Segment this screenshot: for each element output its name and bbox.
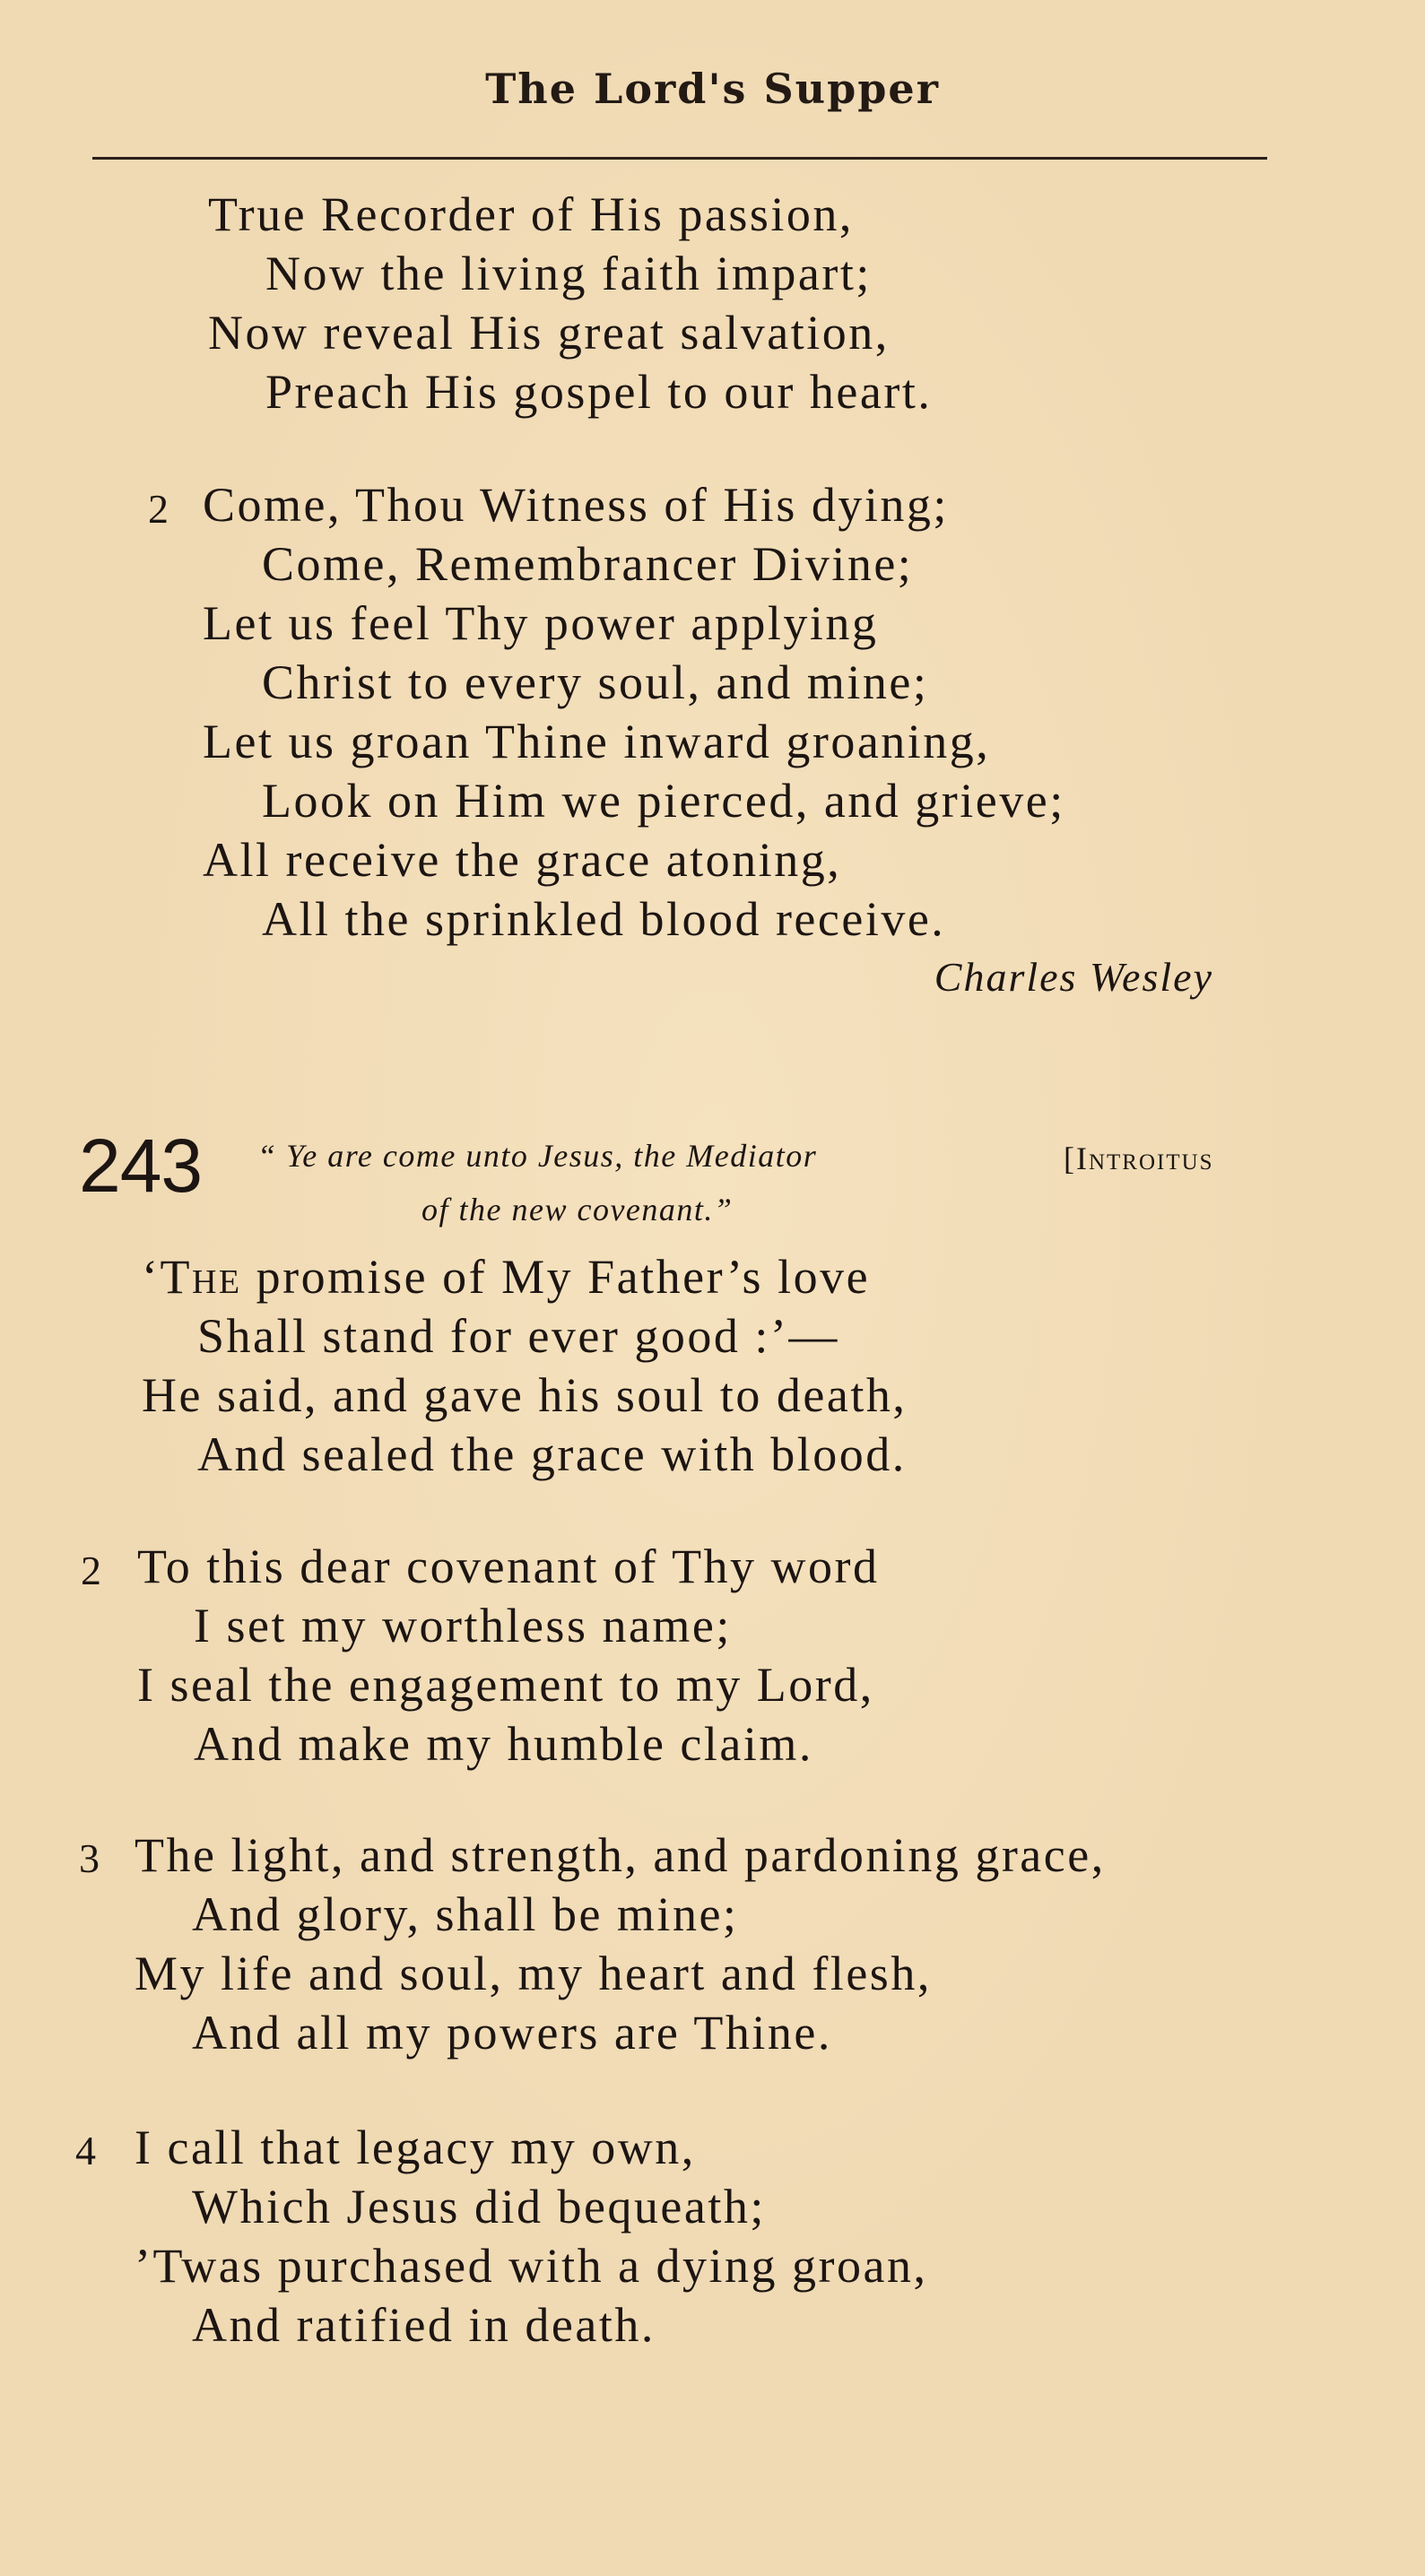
verse-line: And sealed the grace with blood. [197, 1427, 907, 1481]
verse-line-rest: promise of My Father’s love [241, 1250, 871, 1304]
verse-line: I call that legacy my own, [135, 2121, 696, 2174]
verse-line: Shall stand for ever good :’— [197, 1309, 839, 1363]
stanza-number: 2 [81, 1548, 101, 1593]
verse-line: He said, and gave his soul to death, [142, 1368, 908, 1422]
verse-line: And glory, shall be mine; [192, 1887, 739, 1941]
verse-line: Which Jesus did bequeath; [192, 2180, 766, 2233]
verse-line: All the sprinkled blood receive. [262, 892, 946, 946]
verse-line: Come, Thou Witness of His dying; [203, 478, 949, 532]
verse-line: I set my worthless name; [194, 1599, 732, 1652]
verse-line: True Recorder of His passion, [208, 187, 854, 241]
verse-line: Now reveal His great salvation, [208, 306, 890, 360]
verse-line [142, 1250, 871, 1304]
author-attribution: Charles Wesley [934, 954, 1213, 1000]
stanza-number: 2 [148, 486, 169, 532]
verse-line: Come, Remembrancer Divine; [262, 537, 914, 591]
header-rule [92, 157, 1267, 160]
verse-line: Let us feel Thy power applying [203, 596, 879, 650]
verse-line: Let us groan Thine inward groaning, [203, 715, 991, 768]
verse-line: And make my humble claim. [194, 1717, 813, 1771]
verse-line: And ratified in death. [192, 2298, 656, 2352]
verse-line: Christ to every soul, and mine; [262, 655, 929, 709]
tune-label: [Introitus [1064, 1141, 1214, 1176]
verse-line: And all my powers are Thine. [192, 2006, 832, 2060]
stanza-number: 4 [75, 2128, 96, 2173]
verse-line: Look on Him we pierced, and grieve; [262, 774, 1065, 828]
epigraph-line: “ Ye are come unto Jesus, the Mediator [257, 1138, 818, 1174]
verse-line: ’Twas purchased with a dying groan, [135, 2239, 928, 2293]
stanza-number: 3 [79, 1835, 100, 1881]
verse-line: Now the living faith impart; [265, 247, 872, 300]
running-header: The Lord's Supper [485, 65, 940, 113]
hymn-number: 243 [79, 1123, 203, 1208]
verse-line: The light, and strength, and pardoning grace, [135, 1828, 1106, 1882]
opening-quote: ‘ [142, 1250, 161, 1304]
verse-line: To this dear covenant of Thy word [137, 1540, 880, 1593]
epigraph-line: of the new covenant.” [421, 1192, 734, 1227]
verse-line: All receive the grace atoning, [203, 833, 842, 887]
verse-line: I seal the engagement to my Lord, [137, 1658, 874, 1712]
first-word: The [160, 1250, 242, 1304]
verse-line: Preach His gospel to our heart. [265, 365, 933, 419]
verse-line: My life and soul, my heart and flesh, [135, 1947, 932, 2000]
